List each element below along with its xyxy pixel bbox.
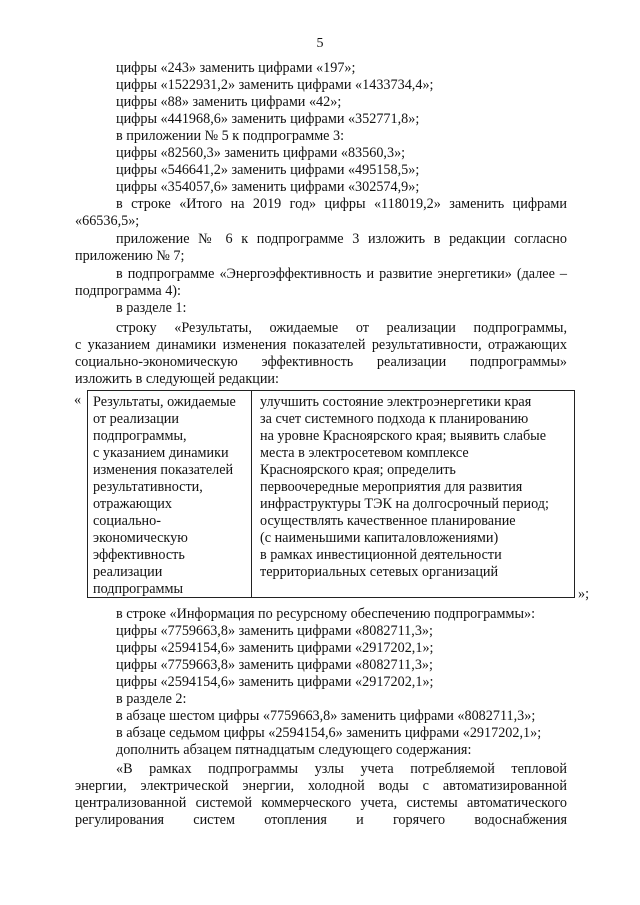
- table-cell-right: [260, 394, 570, 581]
- text-line: строку «Результаты, ожидаемые от реализации подпрограммы,: [116, 320, 567, 336]
- text-line: в разделе 1:: [116, 300, 187, 316]
- replacement-table: [87, 390, 575, 598]
- table-divider: [251, 391, 252, 597]
- cell-line: эффективность: [93, 547, 185, 563]
- cell-line: инфраструктуры ТЭК на долгосрочный период;: [260, 496, 549, 512]
- cell-line: осуществлять качественное планирование: [260, 513, 516, 529]
- cell-line: подпрограммы: [93, 581, 183, 597]
- cell-line: результативности,: [93, 479, 203, 495]
- text-line: цифры «1522931,2» заменить цифрами «1433734,4»;: [116, 77, 434, 93]
- cell-line: на уровне Красноярского края; выявить слабые: [260, 428, 546, 444]
- text-line: цифры «7759663,8» заменить цифрами «8082711,3»;: [116, 657, 433, 673]
- text-line: «В рамках подпрограммы узлы учета потребляемой тепловой: [116, 761, 567, 777]
- text-line: в разделе 2:: [116, 691, 187, 707]
- text-line: цифры «2594154,6» заменить цифрами «2917202,1»;: [116, 674, 434, 690]
- cell-line: изменения показателей: [93, 462, 234, 478]
- text-line: социально-экономическую эффективность реализации подпрограммы»: [75, 354, 567, 370]
- cell-line: Результаты, ожидаемые: [93, 394, 236, 410]
- cell-line: социально-: [93, 513, 161, 529]
- cell-line: Красноярского края; определить: [260, 462, 456, 478]
- text-line: подпрограмма 4):: [75, 283, 181, 299]
- cell-line: в рамках инвестиционной деятельности: [260, 547, 502, 563]
- text-line: приложению № 7;: [75, 248, 185, 264]
- cell-line: улучшить состояние электроэнергетики края: [260, 394, 532, 410]
- text-line: «66536,5»;: [75, 213, 140, 229]
- text-line: в приложении № 5 к подпрограмме 3:: [116, 128, 345, 144]
- cell-line: с указанием динамики: [93, 445, 229, 461]
- cell-line: реализации: [93, 564, 163, 580]
- text-line: в абзаце седьмом цифры «2594154,6» заменить цифрами «2917202,1»;: [116, 725, 542, 741]
- text-line: в строке «Итого на 2019 год» цифры «118019,2» заменить цифрами: [116, 196, 567, 212]
- cell-line: подпрограммы,: [93, 428, 187, 444]
- text-line: в абзаце шестом цифры «7759663,8» заменить цифрами «8082711,3»;: [116, 708, 536, 724]
- text-line: в подпрограмме «Энергоэффективность и развитие энергетики» (далее –: [116, 266, 567, 282]
- text-line: цифры «243» заменить цифрами «197»;: [116, 60, 356, 76]
- text-line: цифры «354057,6» заменить цифрами «302574,9»;: [116, 179, 420, 195]
- cell-line: территориальных сетевых организаций: [260, 564, 499, 580]
- text-line: регулирования систем отопления и горячего водоснабжения: [75, 812, 567, 828]
- text-line: в строке «Информация по ресурсному обеспечению подпрограммы»:: [116, 606, 536, 622]
- quote-open: «: [74, 392, 82, 408]
- text-line: энергии, электрической энергии, холодной воды с автоматизированной: [75, 778, 567, 794]
- table-cell-left: [93, 394, 249, 598]
- cell-line: места в электросетевом комплексе: [260, 445, 469, 461]
- cell-line: (с наименьшими капиталовложениями): [260, 530, 499, 546]
- text-line: приложение № 6 к подпрограмме 3 изложить в редакции согласно: [116, 231, 567, 247]
- text-line: централизованной системой коммерческого учета, системы автоматического: [75, 795, 567, 811]
- text-line: цифры «82560,3» заменить цифрами «83560,3»;: [116, 145, 406, 161]
- cell-line: от реализации: [93, 411, 179, 427]
- cell-line: экономическую: [93, 530, 188, 546]
- text-line: дополнить абзацем пятнадцатым следующего содержания:: [116, 742, 472, 758]
- page-number: 5: [316, 36, 324, 51]
- text-line: изложить в следующей редакции:: [75, 371, 279, 387]
- quote-close: »;: [578, 586, 590, 602]
- cell-line: за счет системного подхода к планированию: [260, 411, 529, 427]
- text-line: с указанием динамики изменения показателей результативности, отражающих: [75, 337, 567, 353]
- text-line: цифры «7759663,8» заменить цифрами «8082711,3»;: [116, 623, 433, 639]
- cell-line: первоочередные мероприятия для развития: [260, 479, 523, 495]
- text-line: цифры «441968,6» заменить цифрами «352771,8»;: [116, 111, 420, 127]
- text-line: цифры «2594154,6» заменить цифрами «2917202,1»;: [116, 640, 434, 656]
- text-line: цифры «88» заменить цифрами «42»;: [116, 94, 342, 110]
- cell-line: отражающих: [93, 496, 172, 512]
- text-line: цифры «546641,2» заменить цифрами «495158,5»;: [116, 162, 420, 178]
